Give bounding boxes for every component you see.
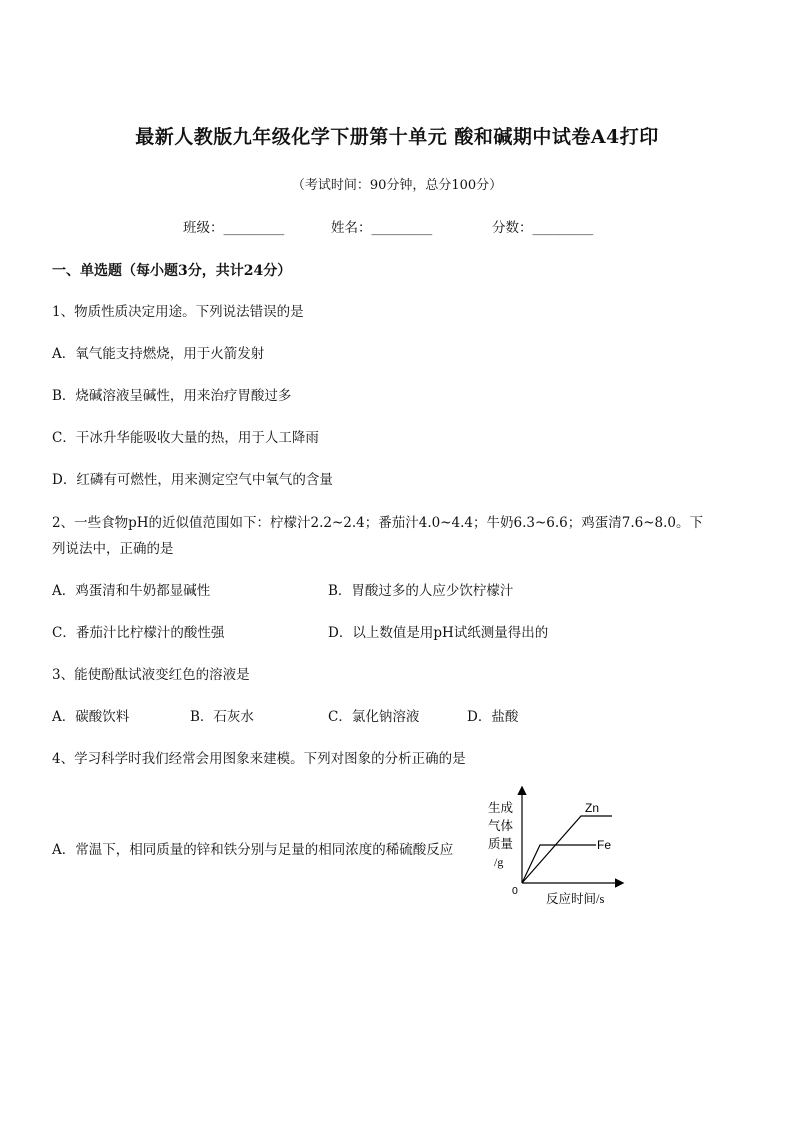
question-2-option-d: D．以上数值是用pH试纸测量得出的 <box>328 625 549 641</box>
page-title: 最新人教版九年级化学下册第十单元 酸和碱期中试卷A4打印 <box>135 126 659 148</box>
question-4-stem: 4、学习科学时我们经常会用图象来建模。下列对图象的分析正确的是 <box>52 751 466 767</box>
score-field: 分数：_________ <box>492 220 594 236</box>
x-axis-label: 反应时间/s <box>546 892 605 906</box>
class-field: 班级：_________ <box>183 220 285 236</box>
origin-label: 0 <box>512 885 518 897</box>
exam-info: （考试时间：90分钟，总分100分） <box>291 178 503 193</box>
question-3-stem: 3、能使酚酞试液变红色的溶液是 <box>52 667 250 683</box>
fe-series-label: Fe <box>597 838 612 852</box>
question-2-option-b: B．胃酸过多的人应少饮柠檬汁 <box>328 583 514 599</box>
section-heading: 一、单选题（每小题3分，共计24分） <box>52 263 292 279</box>
question-1-option-a: A．氧气能支持燃烧，用于火箭发射 <box>52 346 265 362</box>
question-3-option-a: A．碳酸饮料 <box>52 709 130 725</box>
question-1-option-b: B．烧碱溶液呈碱性，用来治疗胃酸过多 <box>52 388 292 404</box>
y-axis-label-line-4: /g <box>494 855 504 869</box>
question-2-option-c: C．番茄汁比柠檬汁的酸性强 <box>52 625 225 641</box>
zn-series-label: Zn <box>585 801 600 815</box>
question-2-option-a: A．鸡蛋清和牛奶都显碱性 <box>52 583 211 599</box>
y-axis-label-line-3: 质量 <box>488 837 514 851</box>
reaction-graph <box>484 782 634 907</box>
question-4-option-a: A．常温下，相同质量的锌和铁分别与足量的相同浓度的稀硫酸反应 <box>52 842 454 858</box>
question-1-stem: 1、物质性质决定用途。下列说法错误的是 <box>52 304 304 320</box>
reaction-graph-svg <box>484 782 634 907</box>
question-3-option-d: D．盐酸 <box>467 709 519 725</box>
y-axis-label-line-1: 生成 <box>488 801 514 815</box>
question-3-option-c: C．氯化钠溶液 <box>328 709 420 725</box>
fe-curve <box>522 845 596 883</box>
question-2-stem-line-2: 列说法中，正确的是 <box>52 541 174 557</box>
question-1-option-d: D．红磷有可燃性，用来测定空气中氧气的含量 <box>52 472 333 488</box>
y-axis-label-line-2: 气体 <box>488 819 514 833</box>
name-field: 姓名：_________ <box>331 220 433 236</box>
question-3-option-b: B．石灰水 <box>190 709 254 725</box>
question-1-option-c: C．干冰升华能吸收大量的热，用于人工降雨 <box>52 430 319 446</box>
question-2-stem-line-1: 2、一些食物pH的近似值范围如下：柠檬汁2.2~2.4；番茄汁4.0~4.4；牛奶6.3~6.6；鸡蛋清7.6~8.0。下 <box>52 515 704 531</box>
